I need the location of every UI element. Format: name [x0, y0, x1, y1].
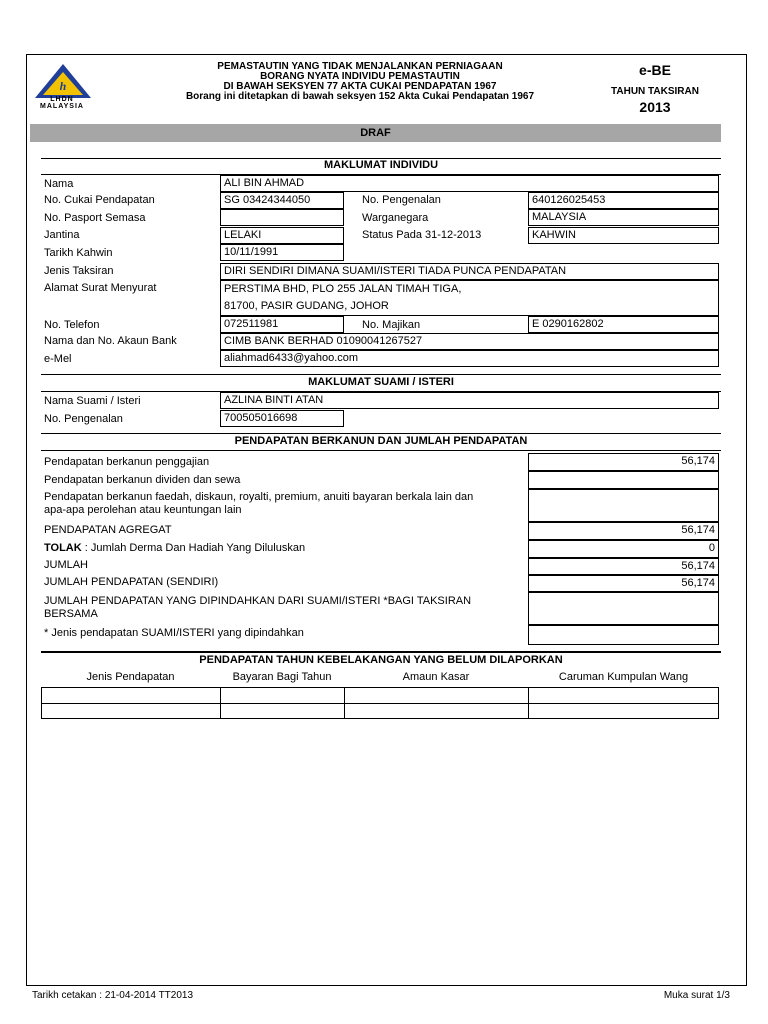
dipindah-label-line-2: BERSAMA	[44, 608, 98, 620]
section-divider	[41, 651, 721, 653]
page-number: Muka surat 1/3	[663, 990, 730, 1001]
suami-nama-label: Nama Suami / Isteri	[44, 395, 141, 407]
taksiran-field: DIRI SENDIRI DIMANA SUAMI/ISTERI TIADA PUNCA PENDAPATAN	[220, 263, 719, 280]
title-line-3: DI BAWAH SEKSYEN 77 AKTA CUKAI PENDAPATAN 1967	[223, 81, 497, 92]
bank-field: CIMB BANK BERHAD 01090041267527	[220, 333, 719, 350]
gaji-label: Pendapatan berkanun penggajian	[44, 456, 210, 468]
table-cell	[41, 703, 221, 719]
tolak-label	[44, 542, 305, 554]
faedah-label-line-2: apa-apa perolehan atau keuntungan lain	[44, 504, 242, 516]
cukai-field: SG 03424344050	[220, 192, 344, 209]
col-amaun-kasar: Amaun Kasar	[402, 671, 470, 683]
suami-pengenalan-field: 700505016698	[220, 410, 344, 427]
suami-nama-field: AZLINA BINTI ATAN	[220, 392, 719, 409]
dividen-label: Pendapatan berkanun dividen dan sewa	[44, 474, 241, 486]
faedah-label	[44, 491, 473, 517]
section-title-tertunggak: PENDAPATAN TAHUN KEBELAKANGAN YANG BELUM DILAPORKAN	[199, 654, 563, 666]
telefon-field: 072511981	[220, 316, 344, 333]
warganegara-field: MALAYSIA	[528, 209, 719, 226]
majikan-field: E 0290162802	[528, 316, 719, 333]
jantina-field: LELAKI	[220, 227, 344, 244]
agregat-value: 56,174	[528, 522, 719, 540]
title-line-1: PEMASTAUTIN YANG TIDAK MENJALANKAN PERNIAGAAN	[217, 61, 503, 72]
table-cell	[220, 687, 345, 704]
dipindah-value	[528, 592, 719, 625]
logo-text: LHDN MALAYSIA	[40, 96, 84, 110]
tolak-bold: TOLAK	[44, 542, 82, 554]
tolak-text: : Jumlah Derma Dan Hadiah Yang Diluluskan	[81, 542, 306, 554]
section-title-pendapatan: PENDAPATAN BERKANUN DAN JUMLAH PENDAPATAN	[234, 435, 528, 447]
print-date: Tarikh cetakan : 21-04-2014 TT2013	[32, 990, 194, 1001]
alamat-label: Alamat Surat Menyurat	[44, 282, 157, 294]
jenis-value	[528, 625, 719, 645]
email-label: e-Mel	[44, 353, 72, 365]
email-field: aliahmad6433@yahoo.com	[220, 350, 719, 367]
dipindah-label-line-1: JUMLAH PENDAPATAN YANG DIPINDAHKAN DARI SUAMI/ISTERI *BAGI TAKSIRAN	[44, 595, 472, 607]
tahun-taksiran-value: 2013	[639, 99, 671, 115]
section-divider	[41, 450, 721, 451]
bank-label: Nama dan No. Akaun Bank	[44, 335, 177, 347]
kahwin-field: 10/11/1991	[220, 244, 344, 261]
taksiran-label: Jenis Taksiran	[44, 265, 114, 277]
telefon-label: No. Telefon	[44, 319, 100, 331]
title-line-4: Borang ini ditetapkan di bawah seksyen 152 Akta Cukai Pendapatan 1967	[185, 91, 535, 102]
svg-text:h: h	[59, 79, 67, 93]
table-cell	[344, 703, 529, 719]
cukai-label: No. Cukai Pendapatan	[44, 194, 155, 206]
draft-banner: DRAF	[30, 124, 721, 142]
table-cell	[344, 687, 529, 704]
majikan-label: No. Majikan	[362, 319, 421, 331]
jenis-label: * Jenis pendapatan SUAMI/ISTERI yang dipindahkan	[44, 627, 304, 639]
pasport-field	[220, 209, 344, 226]
form-meta	[600, 62, 710, 115]
sendiri-value: 56,174	[528, 575, 719, 592]
pengenalan-field: 640126025453	[528, 192, 719, 209]
kahwin-label: Tarikh Kahwin	[44, 247, 113, 259]
section-title-suami: MAKLUMAT SUAMI / ISTERI	[308, 376, 454, 388]
alamat-field	[220, 280, 719, 316]
status-field: KAHWIN	[528, 227, 719, 244]
faedah-value	[528, 489, 719, 522]
section-title-individu: MAKLUMAT INDIVIDU	[323, 159, 439, 171]
col-jenis-pendapatan: Jenis Pendapatan	[86, 671, 175, 683]
col-caruman: Caruman Kumpulan Wang	[558, 671, 689, 683]
jantina-label: Jantina	[44, 229, 80, 241]
alamat-line-1: PERSTIMA BHD, PLO 255 JALAN TIMAH TIGA,	[224, 283, 462, 295]
section-divider	[41, 433, 721, 434]
tolak-value: 0	[528, 540, 719, 558]
jumlah-label: JUMLAH	[44, 559, 89, 571]
pengenalan-label: No. Pengenalan	[362, 194, 441, 206]
form-title	[150, 62, 570, 102]
warganegara-label: Warganegara	[362, 212, 429, 224]
dipindah-label	[44, 595, 471, 621]
nama-field: ALI BIN AHMAD	[220, 175, 719, 192]
section-divider	[41, 374, 721, 375]
dividen-value	[528, 471, 719, 489]
table-cell	[220, 703, 345, 719]
sendiri-label: JUMLAH PENDAPATAN (SENDIRI)	[44, 576, 219, 588]
agregat-label: PENDAPATAN AGREGAT	[44, 524, 172, 536]
col-bayaran-bagi-tahun: Bayaran Bagi Tahun	[232, 671, 332, 683]
gaji-value: 56,174	[528, 453, 719, 471]
suami-pengenalan-label: No. Pengenalan	[44, 413, 123, 425]
form-code: e-BE	[639, 62, 671, 78]
nama-label: Nama	[44, 178, 74, 190]
table-cell	[41, 687, 221, 704]
faedah-label-line-1: Pendapatan berkanun faedah, diskaun, royalti, premium, anuiti bayaran berkala lain dan	[44, 491, 474, 503]
pasport-label: No. Pasport Semasa	[44, 212, 146, 224]
table-cell	[528, 703, 719, 719]
status-label: Status Pada 31-12-2013	[362, 229, 482, 241]
title-line-2: BORANG NYATA INDIVIDU PEMASTAUTIN	[260, 71, 460, 82]
table-cell	[528, 687, 719, 704]
tahun-taksiran-label: TAHUN TAKSIRAN	[611, 86, 699, 97]
jumlah-value: 56,174	[528, 558, 719, 575]
alamat-line-2: 81700, PASIR GUDANG, JOHOR	[224, 300, 389, 312]
